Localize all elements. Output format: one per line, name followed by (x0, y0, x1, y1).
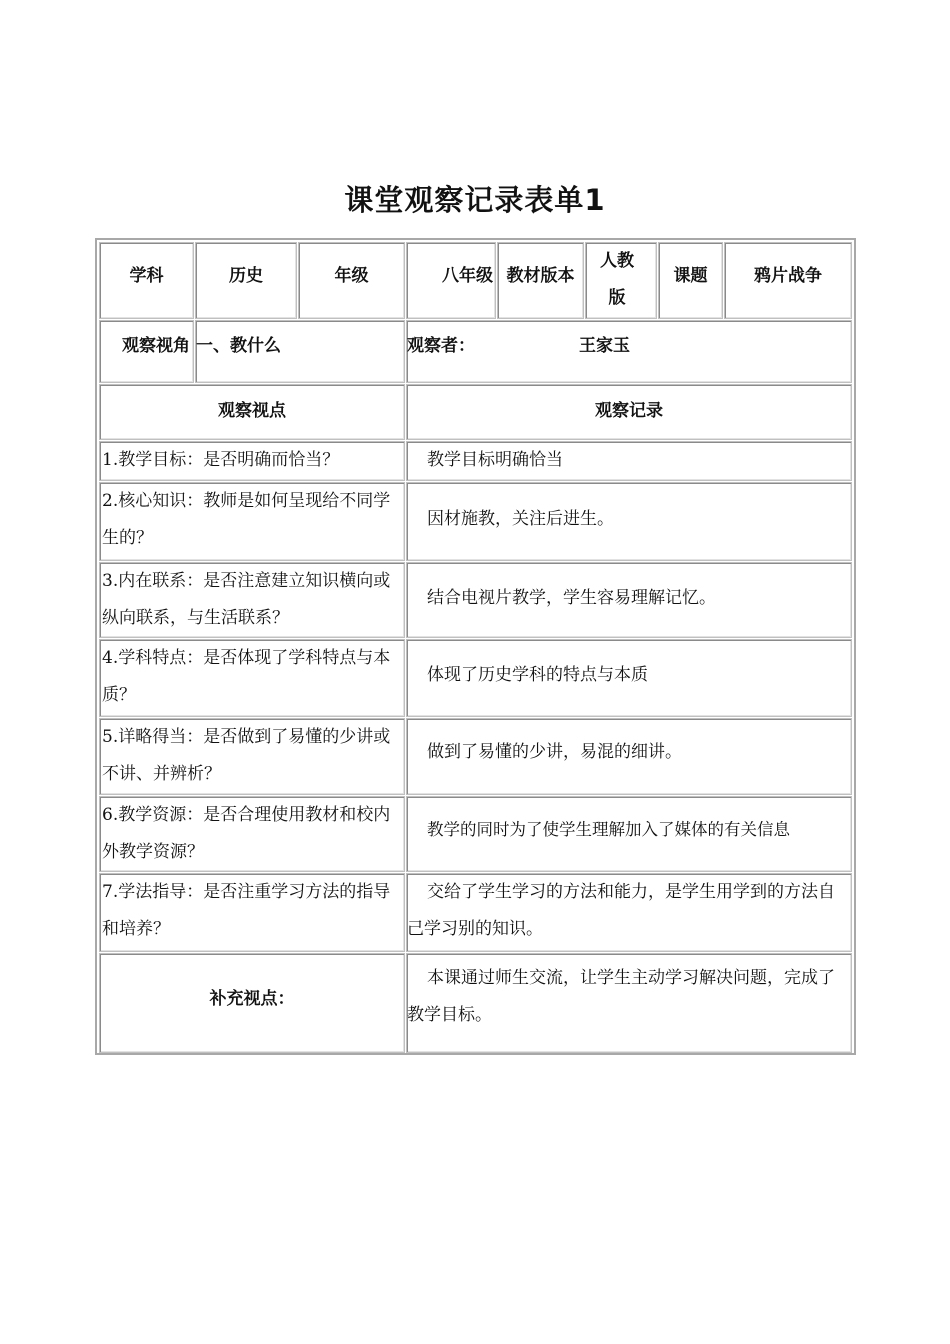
row-1-record-text: 教学目标明确恰当 (427, 450, 563, 470)
table-row-2-point (99, 482, 405, 561)
row-7-point-text: 7.学法指导：是否注重学习方法的指导和培养？ (102, 882, 391, 939)
supplement-label (99, 953, 405, 1053)
topic-value-text: 鸦片战争 (754, 266, 822, 286)
row-6-record-text: 教学的同时为了使学生理解加入了媒体的有关信息 (427, 820, 790, 839)
edition-label-text: 教材版本 (506, 266, 575, 286)
table-row-7-record (406, 873, 852, 952)
table-row-7-point (99, 873, 405, 952)
observer-label: 观察者： (407, 336, 475, 356)
row-3-record-text: 结合电视片教学，学生容易理解记忆。 (427, 588, 716, 608)
table-row-2-record (406, 482, 852, 561)
row-5-point-text: 5.详略得当：是否做到了易懂的少讲或不讲、并辨析？ (102, 727, 391, 784)
table-row-6-point (99, 796, 405, 872)
grade-label (298, 242, 405, 319)
table-row-1-record (406, 441, 852, 481)
page-title: 课堂观察记录表单1 (344, 183, 606, 217)
table-row-5-point (99, 718, 405, 795)
row-1-point-text: 1.教学目标：是否明确而恰当？ (102, 450, 340, 470)
row-7-record-text: 交给了学生学习的方法和能力，是学生用学到的方法自己学习别的知识。 (407, 882, 835, 939)
row-6-point-text: 6.教学资源：是否合理使用教材和校内外教学资源？ (102, 805, 391, 862)
table-row-4-point (99, 639, 405, 717)
table-row-6-record (406, 796, 852, 872)
table-row-5-record (406, 718, 852, 795)
table-row-3-record (406, 562, 852, 638)
row-4-point-text: 4.学科特点：是否体现了学科特点与本质？ (102, 648, 391, 705)
edition-label (497, 242, 584, 319)
angle-value-text: 一、教什么 (196, 336, 281, 356)
observation-table (95, 238, 856, 1055)
subject-value-text: 历史 (229, 266, 263, 286)
grade-label-text: 年级 (334, 266, 369, 286)
grade-value-text: 八年级 (442, 266, 493, 286)
row-3-point-text: 3.内在联系：是否注意建立知识横向或纵向联系，与生活联系？ (102, 571, 391, 628)
point-column-header-text: 观察视点 (218, 401, 286, 421)
table-row-3-point (99, 562, 405, 638)
observer-cell (406, 320, 852, 383)
angle-label-text: 观察视角 (122, 336, 190, 356)
edition-value-text: 人教版 (600, 251, 634, 308)
topic-label-text: 课题 (673, 266, 708, 286)
supplement-label-text: 补充视点： (209, 989, 295, 1009)
supplement-record (406, 953, 852, 1053)
angle-value (195, 320, 405, 383)
record-column-header-text: 观察记录 (595, 401, 663, 421)
table-row-4-record (406, 639, 852, 717)
observer-name: 王家玉 (579, 336, 630, 356)
record-column-header (406, 384, 852, 440)
topic-label (658, 242, 723, 319)
table-row-1-point (99, 441, 405, 481)
topic-value (724, 242, 852, 319)
edition-value (585, 242, 657, 319)
row-5-record-text: 做到了易懂的少讲，易混的细讲。 (427, 742, 682, 762)
subject-value (195, 242, 297, 319)
grade-value (406, 242, 496, 319)
row-2-record-text: 因材施教，关注后进生。 (427, 509, 614, 529)
supplement-record-text: 本课通过师生交流，让学生主动学习解决问题，完成了教学目标。 (407, 968, 835, 1025)
subject-label (99, 242, 194, 319)
row-2-point-text: 2.核心知识：教师是如何呈现给不同学生的？ (102, 491, 391, 548)
row-4-record-text: 体现了历史学科的特点与本质 (427, 665, 648, 685)
point-column-header (99, 384, 405, 440)
angle-label (99, 320, 194, 383)
subject-label-text: 学科 (129, 266, 164, 286)
